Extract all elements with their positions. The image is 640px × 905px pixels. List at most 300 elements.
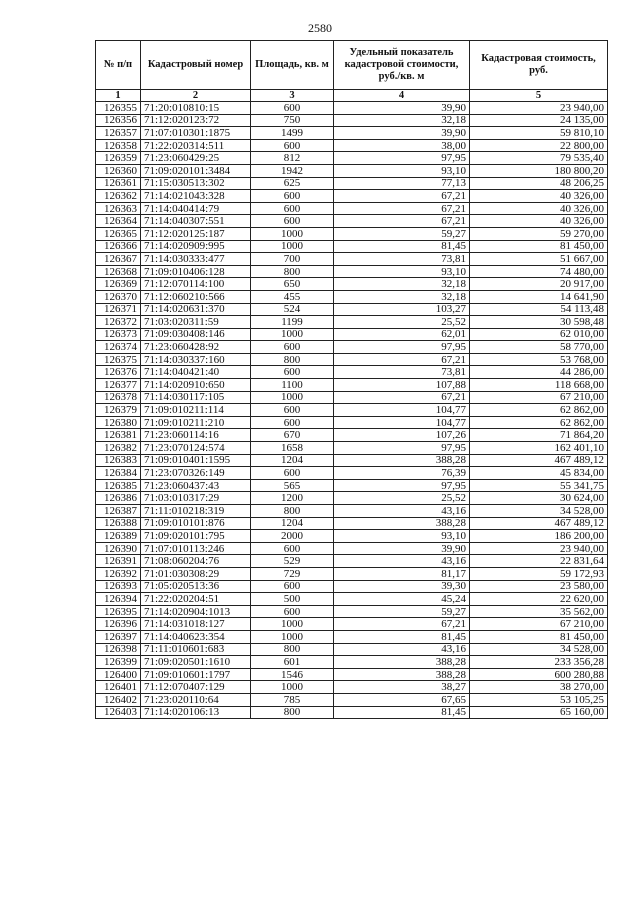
- table-row: [96, 706, 608, 719]
- cadastral-number-cell: 71:14:020631:370: [141, 303, 251, 316]
- cadastral-number-cell: 71:22:020314:511: [141, 139, 251, 152]
- row-number-cell: 126383: [96, 454, 141, 467]
- row-number-cell: 126402: [96, 693, 141, 706]
- table-row: [96, 127, 608, 140]
- cadastral-cost-cell: 30 598,48: [470, 316, 608, 329]
- table-row: [96, 630, 608, 643]
- area-cell: 600: [251, 341, 334, 354]
- unit-rate-cell: 73,81: [334, 253, 470, 266]
- unit-rate-cell: 67,21: [334, 190, 470, 203]
- table-row: [96, 479, 608, 492]
- cadastral-cost-cell: 58 770,00: [470, 341, 608, 354]
- table-row: [96, 139, 608, 152]
- row-number-cell: 126388: [96, 517, 141, 530]
- cadastral-number-cell: 71:12:070114:100: [141, 278, 251, 291]
- unit-rate-cell: 388,28: [334, 668, 470, 681]
- table-row: [96, 429, 608, 442]
- row-number-cell: 126400: [96, 668, 141, 681]
- cadastral-number-cell: 71:23:070124:574: [141, 442, 251, 455]
- cadastral-number-cell: 71:14:020904:1013: [141, 605, 251, 618]
- area-cell: 650: [251, 278, 334, 291]
- area-cell: 1942: [251, 164, 334, 177]
- cadastral-number-cell: 71:09:030408:146: [141, 328, 251, 341]
- cadastral-number-cell: 71:09:010601:1797: [141, 668, 251, 681]
- table-row: [96, 492, 608, 505]
- row-number-cell: 126396: [96, 618, 141, 631]
- cadastral-cost-cell: 23 940,00: [470, 102, 608, 115]
- cadastral-cost-cell: 51 667,00: [470, 253, 608, 266]
- cadastral-cost-cell: 34 528,00: [470, 505, 608, 518]
- row-number-cell: 126374: [96, 341, 141, 354]
- unit-rate-cell: 103,27: [334, 303, 470, 316]
- cadastral-cost-cell: 233 356,28: [470, 656, 608, 669]
- row-number-cell: 126394: [96, 593, 141, 606]
- table-row: [96, 391, 608, 404]
- cadastral-cost-cell: 65 160,00: [470, 706, 608, 719]
- header-np: № п/п: [96, 41, 141, 90]
- unit-rate-cell: 97,95: [334, 152, 470, 165]
- cadastral-cost-cell: 79 535,40: [470, 152, 608, 165]
- row-number-cell: 126386: [96, 492, 141, 505]
- area-cell: 455: [251, 290, 334, 303]
- table-row: [96, 542, 608, 555]
- unit-rate-cell: 32,18: [334, 278, 470, 291]
- row-number-cell: 126356: [96, 114, 141, 127]
- table-row: [96, 505, 608, 518]
- cadastral-number-cell: 71:14:020910:650: [141, 379, 251, 392]
- table-row: [96, 353, 608, 366]
- unit-rate-cell: 39,30: [334, 580, 470, 593]
- row-number-cell: 126401: [96, 681, 141, 694]
- unit-rate-cell: 43,16: [334, 505, 470, 518]
- area-cell: 1499: [251, 127, 334, 140]
- col-number: 2: [141, 90, 251, 102]
- row-number-cell: 126365: [96, 227, 141, 240]
- table-row: [96, 290, 608, 303]
- area-cell: 565: [251, 479, 334, 492]
- table-row: [96, 152, 608, 165]
- cadastral-cost-cell: 162 401,10: [470, 442, 608, 455]
- area-cell: 1658: [251, 442, 334, 455]
- cadastral-cost-cell: 600 280,88: [470, 668, 608, 681]
- row-number-cell: 126390: [96, 542, 141, 555]
- unit-rate-cell: 25,52: [334, 492, 470, 505]
- row-number-cell: 126379: [96, 404, 141, 417]
- cadastral-cost-cell: 22 800,00: [470, 139, 608, 152]
- cadastral-number-cell: 71:11:010218:319: [141, 505, 251, 518]
- unit-rate-cell: 81,45: [334, 240, 470, 253]
- table-row: [96, 416, 608, 429]
- unit-rate-cell: 77,13: [334, 177, 470, 190]
- area-cell: 1000: [251, 630, 334, 643]
- cadastral-cost-cell: 23 940,00: [470, 542, 608, 555]
- row-number-cell: 126403: [96, 706, 141, 719]
- table-row: [96, 681, 608, 694]
- area-cell: 800: [251, 643, 334, 656]
- unit-rate-cell: 93,10: [334, 265, 470, 278]
- unit-rate-cell: 97,95: [334, 442, 470, 455]
- area-cell: 600: [251, 580, 334, 593]
- area-cell: 800: [251, 505, 334, 518]
- cadastral-number-cell: 71:12:020125:187: [141, 227, 251, 240]
- unit-rate-cell: 43,16: [334, 555, 470, 568]
- table-row: [96, 668, 608, 681]
- cadastral-cost-cell: 180 800,20: [470, 164, 608, 177]
- unit-rate-cell: 39,90: [334, 102, 470, 115]
- row-number-cell: 126395: [96, 605, 141, 618]
- unit-rate-cell: 32,18: [334, 290, 470, 303]
- row-number-cell: 126393: [96, 580, 141, 593]
- area-cell: 800: [251, 265, 334, 278]
- cadastral-number-cell: 71:09:010401:1595: [141, 454, 251, 467]
- col-number: 4: [334, 90, 470, 102]
- row-number-cell: 126385: [96, 479, 141, 492]
- cadastral-number-cell: 71:09:020101:795: [141, 530, 251, 543]
- cadastral-number-cell: 71:09:010211:114: [141, 404, 251, 417]
- table-row: [96, 341, 608, 354]
- header-row: [96, 41, 608, 90]
- row-number-cell: 126357: [96, 127, 141, 140]
- column-number-row: [96, 90, 608, 102]
- table-row: [96, 202, 608, 215]
- cadastral-cost-cell: 23 580,00: [470, 580, 608, 593]
- unit-rate-cell: 73,81: [334, 366, 470, 379]
- area-cell: 600: [251, 102, 334, 115]
- cadastral-cost-cell: 67 210,00: [470, 618, 608, 631]
- row-number-cell: 126363: [96, 202, 141, 215]
- unit-rate-cell: 97,95: [334, 341, 470, 354]
- col-number: 1: [96, 90, 141, 102]
- cadastral-cost-cell: 44 286,00: [470, 366, 608, 379]
- area-cell: 1000: [251, 240, 334, 253]
- unit-rate-cell: 76,39: [334, 467, 470, 480]
- table-row: [96, 467, 608, 480]
- table-row: [96, 316, 608, 329]
- unit-rate-cell: 39,90: [334, 542, 470, 555]
- cadastral-number-cell: 71:01:030308:29: [141, 567, 251, 580]
- unit-rate-cell: 388,28: [334, 656, 470, 669]
- cadastral-cost-cell: 81 450,00: [470, 240, 608, 253]
- table-row: [96, 618, 608, 631]
- area-cell: 600: [251, 542, 334, 555]
- row-number-cell: 126384: [96, 467, 141, 480]
- table-row: [96, 366, 608, 379]
- table-row: [96, 102, 608, 115]
- table-row: [96, 227, 608, 240]
- header-cadastral-number: Кадастровый номер: [141, 41, 251, 90]
- cadastral-cost-cell: 467 489,12: [470, 517, 608, 530]
- cadastral-number-cell: 71:15:030513:302: [141, 177, 251, 190]
- unit-rate-cell: 32,18: [334, 114, 470, 127]
- cadastral-cost-cell: 55 341,75: [470, 479, 608, 492]
- row-number-cell: 126370: [96, 290, 141, 303]
- table-row: [96, 593, 608, 606]
- cadastral-number-cell: 71:09:010406:128: [141, 265, 251, 278]
- cadastral-cost-cell: 467 489,12: [470, 454, 608, 467]
- row-number-cell: 126397: [96, 630, 141, 643]
- cadastral-number-cell: 71:07:010113:246: [141, 542, 251, 555]
- cadastral-number-cell: 71:03:020311:59: [141, 316, 251, 329]
- cadastral-cost-cell: 35 562,00: [470, 605, 608, 618]
- table-row: [96, 442, 608, 455]
- table-row: [96, 643, 608, 656]
- row-number-cell: 126376: [96, 366, 141, 379]
- cadastral-cost-cell: 40 326,00: [470, 202, 608, 215]
- area-cell: 1000: [251, 681, 334, 694]
- unit-rate-cell: 43,16: [334, 643, 470, 656]
- row-number-cell: 126389: [96, 530, 141, 543]
- area-cell: 812: [251, 152, 334, 165]
- header-cost: Кадастровая стоимость, руб.: [470, 41, 608, 90]
- table-row: [96, 517, 608, 530]
- unit-rate-cell: 104,77: [334, 416, 470, 429]
- cadastral-number-cell: 71:20:010810:15: [141, 102, 251, 115]
- area-cell: 529: [251, 555, 334, 568]
- page-number: 2580: [308, 21, 332, 35]
- cadastral-cost-cell: 118 668,00: [470, 379, 608, 392]
- table-row: [96, 656, 608, 669]
- row-number-cell: 126399: [96, 656, 141, 669]
- cadastral-number-cell: 71:14:040307:551: [141, 215, 251, 228]
- row-number-cell: 126371: [96, 303, 141, 316]
- cadastral-cost-cell: 40 326,00: [470, 215, 608, 228]
- cadastral-number-cell: 71:14:020909:995: [141, 240, 251, 253]
- table-row: [96, 530, 608, 543]
- area-cell: 600: [251, 139, 334, 152]
- area-cell: 1000: [251, 227, 334, 240]
- table-row: [96, 240, 608, 253]
- area-cell: 1000: [251, 391, 334, 404]
- table-row: [96, 605, 608, 618]
- row-number-cell: 126358: [96, 139, 141, 152]
- unit-rate-cell: 59,27: [334, 227, 470, 240]
- table-row: [96, 278, 608, 291]
- cadastral-cost-cell: 30 624,00: [470, 492, 608, 505]
- area-cell: 1000: [251, 618, 334, 631]
- unit-rate-cell: 67,21: [334, 391, 470, 404]
- area-cell: 600: [251, 416, 334, 429]
- row-number-cell: 126373: [96, 328, 141, 341]
- area-cell: 1546: [251, 668, 334, 681]
- area-cell: 785: [251, 693, 334, 706]
- cadastral-number-cell: 71:14:021043:328: [141, 190, 251, 203]
- cadastral-cost-cell: 48 206,25: [470, 177, 608, 190]
- cadastral-cost-cell: 54 113,48: [470, 303, 608, 316]
- cadastral-cost-cell: 53 768,00: [470, 353, 608, 366]
- cadastral-cost-cell: 62 010,00: [470, 328, 608, 341]
- area-cell: 1100: [251, 379, 334, 392]
- cadastral-cost-cell: 45 834,00: [470, 467, 608, 480]
- col-number: 5: [470, 90, 608, 102]
- cadastral-number-cell: 71:09:020101:3484: [141, 164, 251, 177]
- table-row: [96, 215, 608, 228]
- cadastral-number-cell: 71:14:040623:354: [141, 630, 251, 643]
- row-number-cell: 126375: [96, 353, 141, 366]
- unit-rate-cell: 45,24: [334, 593, 470, 606]
- unit-rate-cell: 104,77: [334, 404, 470, 417]
- area-cell: 600: [251, 366, 334, 379]
- table-row: [96, 177, 608, 190]
- table-row: [96, 303, 608, 316]
- cadastral-number-cell: 71:09:020501:1610: [141, 656, 251, 669]
- table-row: [96, 555, 608, 568]
- table-row: [96, 693, 608, 706]
- cadastral-number-cell: 71:03:010317:29: [141, 492, 251, 505]
- cadastral-cost-cell: 59 810,10: [470, 127, 608, 140]
- row-number-cell: 126360: [96, 164, 141, 177]
- cadastral-number-cell: 71:09:010101:876: [141, 517, 251, 530]
- cadastral-number-cell: 71:14:040414:79: [141, 202, 251, 215]
- cadastral-number-cell: 71:14:030117:105: [141, 391, 251, 404]
- unit-rate-cell: 67,21: [334, 618, 470, 631]
- table-body: [96, 102, 608, 719]
- area-cell: 2000: [251, 530, 334, 543]
- unit-rate-cell: 93,10: [334, 164, 470, 177]
- row-number-cell: 126369: [96, 278, 141, 291]
- cadastral-number-cell: 71:23:020110:64: [141, 693, 251, 706]
- header-rate: Удельный показатель кадастровой стоимости, руб./кв. м: [334, 41, 470, 90]
- unit-rate-cell: 81,17: [334, 567, 470, 580]
- unit-rate-cell: 67,21: [334, 202, 470, 215]
- area-cell: 601: [251, 656, 334, 669]
- table-row: [96, 164, 608, 177]
- row-number-cell: 126367: [96, 253, 141, 266]
- cadastral-cost-cell: 74 480,00: [470, 265, 608, 278]
- row-number-cell: 126378: [96, 391, 141, 404]
- cadastral-cost-cell: 81 450,00: [470, 630, 608, 643]
- cadastral-number-cell: 71:23:060429:25: [141, 152, 251, 165]
- table-row: [96, 454, 608, 467]
- unit-rate-cell: 81,45: [334, 706, 470, 719]
- table-row: [96, 328, 608, 341]
- cadastral-number-cell: 71:12:070407:129: [141, 681, 251, 694]
- area-cell: 1200: [251, 492, 334, 505]
- cadastral-number-cell: 71:23:060428:92: [141, 341, 251, 354]
- cadastral-cost-cell: 22 620,00: [470, 593, 608, 606]
- cadastral-cost-cell: 67 210,00: [470, 391, 608, 404]
- area-cell: 1000: [251, 328, 334, 341]
- cadastral-cost-cell: 38 270,00: [470, 681, 608, 694]
- cadastral-cost-cell: 59 270,00: [470, 227, 608, 240]
- area-cell: 600: [251, 605, 334, 618]
- area-cell: 600: [251, 202, 334, 215]
- cadastral-table: [95, 40, 608, 719]
- unit-rate-cell: 59,27: [334, 605, 470, 618]
- row-number-cell: 126372: [96, 316, 141, 329]
- cadastral-cost-cell: 59 172,93: [470, 567, 608, 580]
- unit-rate-cell: 38,00: [334, 139, 470, 152]
- cadastral-number-cell: 71:09:010211:210: [141, 416, 251, 429]
- area-cell: 524: [251, 303, 334, 316]
- cadastral-cost-cell: 20 917,00: [470, 278, 608, 291]
- cadastral-number-cell: 71:22:020204:51: [141, 593, 251, 606]
- unit-rate-cell: 81,45: [334, 630, 470, 643]
- area-cell: 600: [251, 467, 334, 480]
- area-cell: 600: [251, 215, 334, 228]
- row-number-cell: 126392: [96, 567, 141, 580]
- area-cell: 625: [251, 177, 334, 190]
- cadastral-number-cell: 71:14:040421:40: [141, 366, 251, 379]
- row-number-cell: 126362: [96, 190, 141, 203]
- cadastral-number-cell: 71:12:060210:566: [141, 290, 251, 303]
- unit-rate-cell: 97,95: [334, 479, 470, 492]
- cadastral-cost-cell: 62 862,00: [470, 416, 608, 429]
- row-number-cell: 126361: [96, 177, 141, 190]
- cadastral-number-cell: 71:23:070326:149: [141, 467, 251, 480]
- area-cell: 1204: [251, 517, 334, 530]
- unit-rate-cell: 93,10: [334, 530, 470, 543]
- row-number-cell: 126387: [96, 505, 141, 518]
- area-cell: 700: [251, 253, 334, 266]
- table-row: [96, 190, 608, 203]
- area-cell: 600: [251, 404, 334, 417]
- cadastral-number-cell: 71:07:010301:1875: [141, 127, 251, 140]
- cadastral-cost-cell: 40 326,00: [470, 190, 608, 203]
- unit-rate-cell: 388,28: [334, 454, 470, 467]
- row-number-cell: 126366: [96, 240, 141, 253]
- unit-rate-cell: 107,26: [334, 429, 470, 442]
- cadastral-cost-cell: 62 862,00: [470, 404, 608, 417]
- table-row: [96, 567, 608, 580]
- area-cell: 800: [251, 353, 334, 366]
- cadastral-number-cell: 71:12:020123:72: [141, 114, 251, 127]
- row-number-cell: 126364: [96, 215, 141, 228]
- table-row: [96, 265, 608, 278]
- row-number-cell: 126359: [96, 152, 141, 165]
- unit-rate-cell: 67,65: [334, 693, 470, 706]
- cadastral-number-cell: 71:11:010601:683: [141, 643, 251, 656]
- area-cell: 600: [251, 190, 334, 203]
- table-row: [96, 379, 608, 392]
- row-number-cell: 126382: [96, 442, 141, 455]
- cadastral-number-cell: 71:14:030337:160: [141, 353, 251, 366]
- row-number-cell: 126377: [96, 379, 141, 392]
- row-number-cell: 126355: [96, 102, 141, 115]
- unit-rate-cell: 38,27: [334, 681, 470, 694]
- unit-rate-cell: 39,90: [334, 127, 470, 140]
- cadastral-cost-cell: 24 135,00: [470, 114, 608, 127]
- cadastral-cost-cell: 22 831,64: [470, 555, 608, 568]
- table-row: [96, 404, 608, 417]
- unit-rate-cell: 62,01: [334, 328, 470, 341]
- unit-rate-cell: 67,21: [334, 215, 470, 228]
- row-number-cell: 126368: [96, 265, 141, 278]
- row-number-cell: 126381: [96, 429, 141, 442]
- cadastral-number-cell: 71:23:060114:16: [141, 429, 251, 442]
- unit-rate-cell: 388,28: [334, 517, 470, 530]
- area-cell: 729: [251, 567, 334, 580]
- row-number-cell: 126398: [96, 643, 141, 656]
- row-number-cell: 126391: [96, 555, 141, 568]
- table-row: [96, 580, 608, 593]
- cadastral-cost-cell: 71 864,20: [470, 429, 608, 442]
- unit-rate-cell: 25,52: [334, 316, 470, 329]
- unit-rate-cell: 67,21: [334, 353, 470, 366]
- cadastral-cost-cell: 34 528,00: [470, 643, 608, 656]
- cadastral-number-cell: 71:14:031018:127: [141, 618, 251, 631]
- cadastral-number-cell: 71:23:060437:43: [141, 479, 251, 492]
- cadastral-cost-cell: 53 105,25: [470, 693, 608, 706]
- cadastral-cost-cell: 186 200,00: [470, 530, 608, 543]
- area-cell: 1199: [251, 316, 334, 329]
- unit-rate-cell: 107,88: [334, 379, 470, 392]
- cadastral-number-cell: 71:14:030333:477: [141, 253, 251, 266]
- col-number: 3: [251, 90, 334, 102]
- row-number-cell: 126380: [96, 416, 141, 429]
- header-area: Площадь, кв. м: [251, 41, 334, 90]
- area-cell: 500: [251, 593, 334, 606]
- area-cell: 1204: [251, 454, 334, 467]
